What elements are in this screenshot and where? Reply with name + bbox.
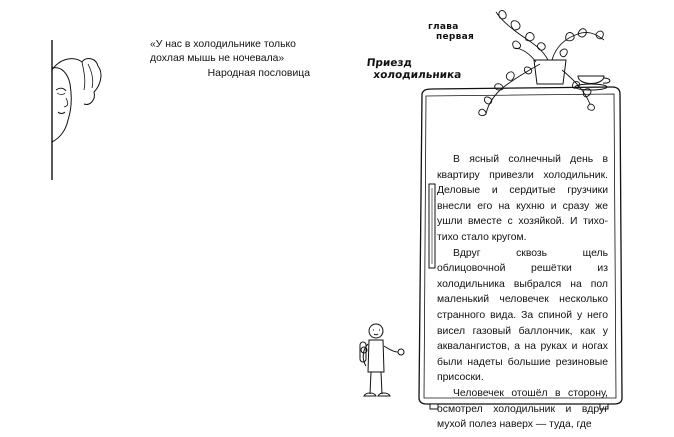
epigraph-line: дохлая мышь не ночевала» [150,53,285,64]
story-paragraph: Человечек отошёл в сторону, осмотрел холодильник и вдруг мухой полез наверх — туда, где [437,387,608,431]
chapter-label-line: глава [428,22,459,32]
epigraph-line: «У нас в холодильнике только [150,39,296,50]
story-paragraph: В ясный солнечный день в квартиру привезли холодильник. Деловые и сердитые грузчики внесли его на кухню и сразу же ушли вместе с хозяйкой. И тихо-тихо стало кругом. [437,154,608,243]
story-paragraph: Вдруг сквозь щель облицовочной решётки из холодильника выбрался на пол маленький человечек несколько странного вида. За спиной у него висел газовый баллончик, как у аквалангистов, а на руках и ногах были надеты большие резиновые присоски. [437,247,608,384]
chapter-label [428,22,488,42]
chapter-title-line: холодильника [372,69,462,81]
story-text [437,152,608,433]
chapter-title-line: Приезд [366,57,413,69]
epigraph-attribution: Народная пословица [207,68,310,79]
little-man-figure [360,324,404,396]
epigraph [150,38,320,81]
chapter-label-line: первая [436,32,475,42]
chapter-title [365,57,492,81]
